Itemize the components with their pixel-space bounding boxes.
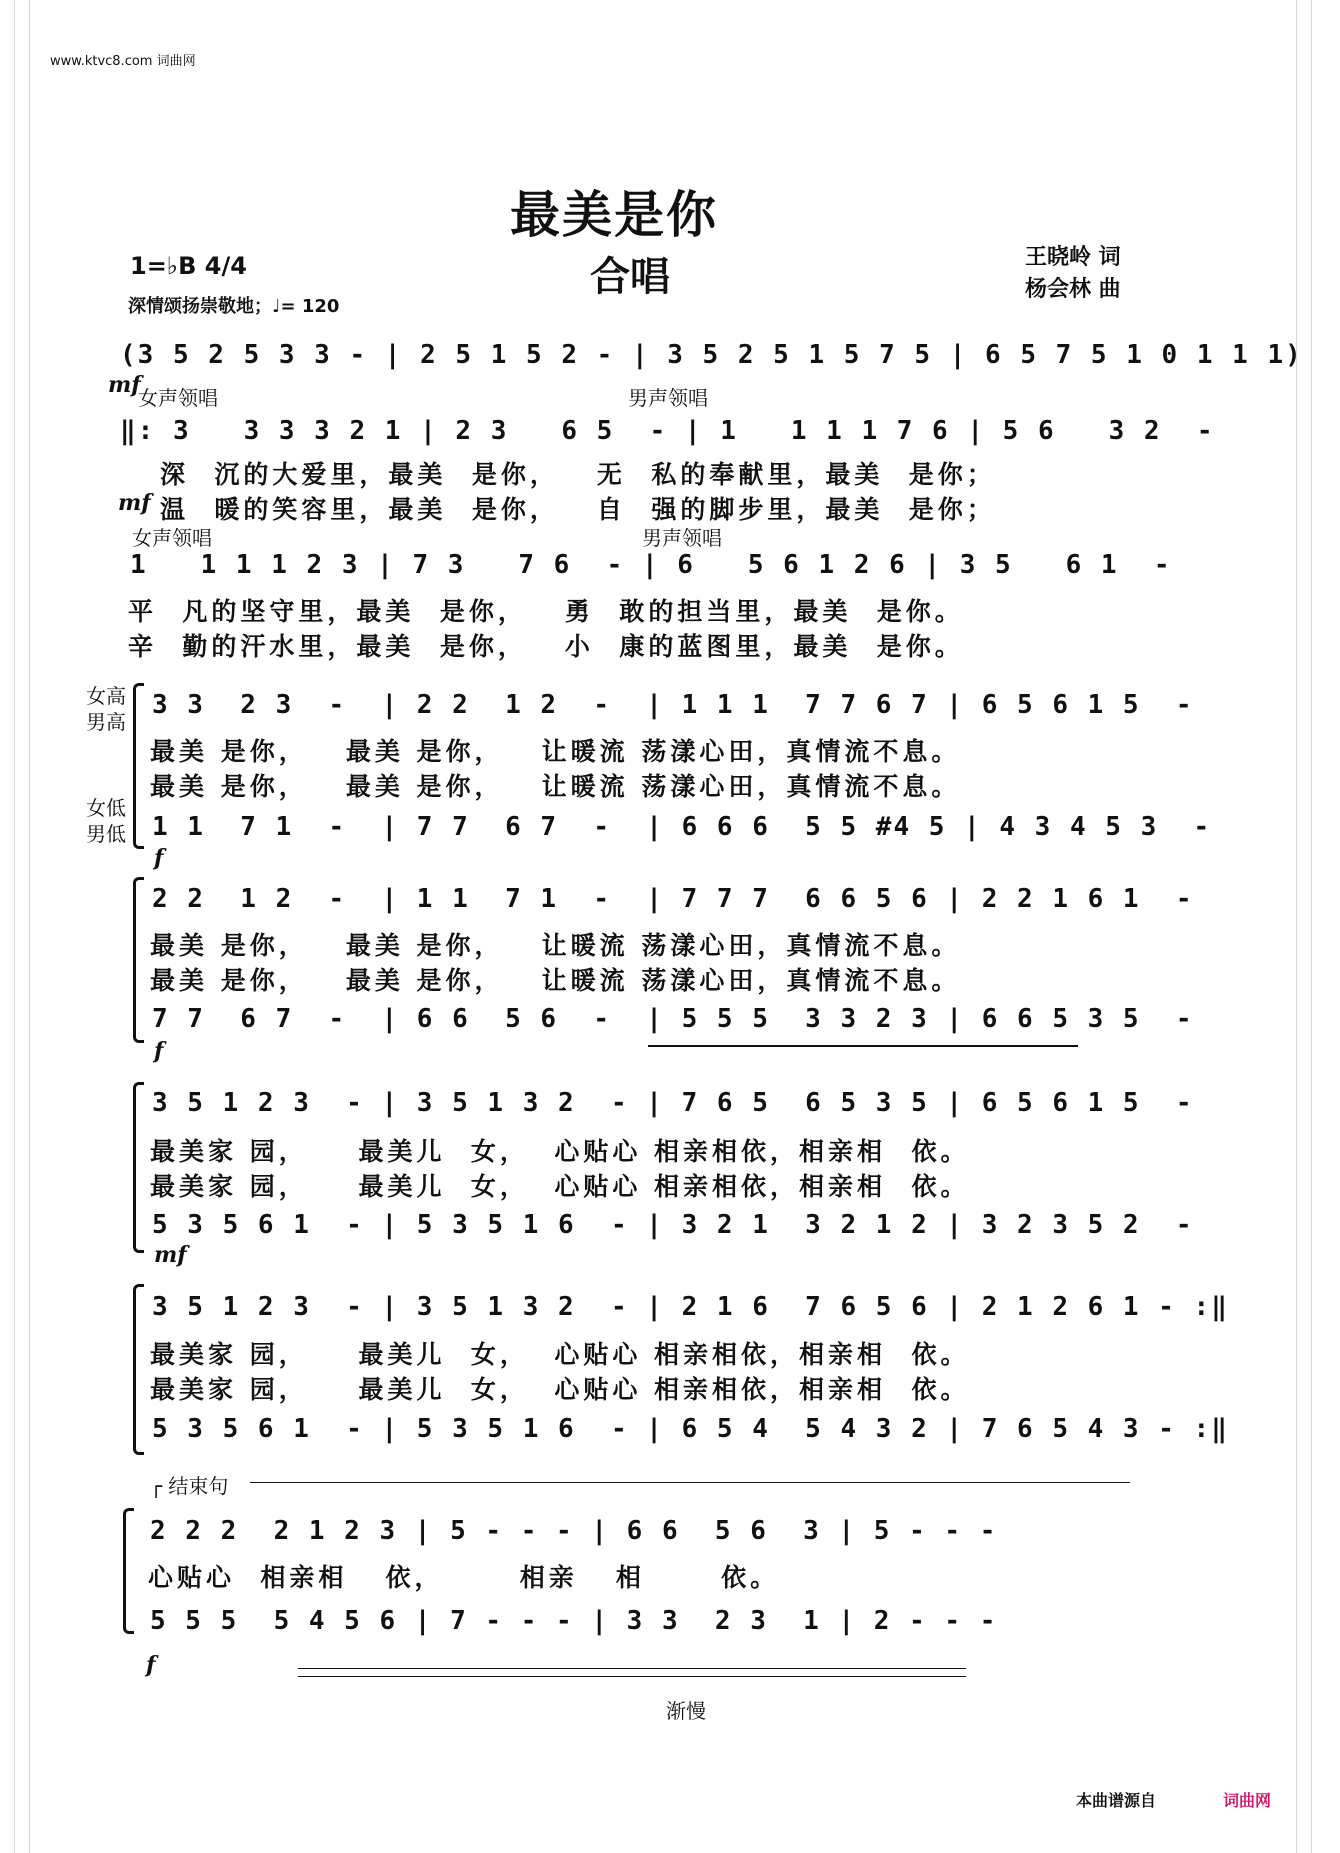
footer-brand[interactable]: 词曲网 [1223,1791,1272,1810]
female-low-label: 女低 [86,796,126,820]
chorus1-lyric-a: 最美 是你， 最美 是你， 让暖流 荡漾心田，真情流不息。 [150,737,961,766]
site-header: www.ktvc8.com 词曲网 [50,54,196,69]
chorus2-high-notes: 2 2 1 2 - | 1 1 7 1 - | 7 7 7 6 6 5 6 | 2 2 1 6 1 - [152,884,1194,914]
solo-lyric-2b: 辛 勤的汗水里，最美 是你， 小 康的蓝图里，最美 是你。 [128,632,964,661]
right-watermark-strip [1296,0,1312,1853]
rit-line [298,1676,966,1677]
song-title: 最美是你 [510,186,718,244]
female-high-label: 女高 [86,684,126,708]
solo-notes-1: ‖: 3 3 3 3 2 1 | 2 3 6 5 - | 1 1 1 1 7 6 | 5 6 3 2 - [120,416,1215,446]
chorus2-low-notes: 7 7 6 7 - | 6 6 5 6 - | 5 5 5 3 3 2 3 | 6 6 5 3 5 - [152,1004,1194,1034]
footer-source: 本曲谱源自 [1076,1791,1157,1810]
female-lead-label: 女声领唱 [138,386,218,410]
intro-notes: (3 5 2 5 3 3 - | 2 5 1 5 2 - | 3 5 2 5 1 5 7 5 | 6 5 7 5 1 0 1 1 1) [120,340,1303,370]
chorus4-lyric-b: 最美家 园， 最美儿 女， 心贴心 相亲相依，相亲相 依。 [150,1375,970,1404]
dynamic-mark: mf [118,490,151,516]
ending-bracket-line [250,1482,1130,1483]
chorus1-high-notes: 3 3 2 3 - | 2 2 1 2 - | 1 1 1 7 7 6 7 | 6 5 6 1 5 - [152,690,1194,720]
tempo-marking: 深情颂扬崇敬地；♩= 120 [128,296,340,317]
chorus2-lyric-a: 最美 是你， 最美 是你， 让暖流 荡漾心田，真情流不息。 [150,931,961,960]
chorus1-low-notes: 1 1 7 1 - | 7 7 6 7 - | 6 6 6 5 5 #4 5 | 4 3 4 5 3 - [152,812,1212,842]
key-signature: 1=♭B 4/4 [130,252,247,280]
chorus4-high-notes: 3 5 1 2 3 - | 3 5 1 3 2 - | 2 1 6 7 6 5 6 | 2 1 2 6 1 - :‖ [152,1292,1229,1322]
lyricist: 王晓岭 词 [1025,245,1121,270]
chorus4-low-notes: 5 3 5 6 1 - | 5 3 5 1 6 - | 6 5 4 5 4 3 2 | 7 6 5 4 3 - :‖ [152,1414,1229,1444]
chorus3-high-notes: 3 5 1 2 3 - | 3 5 1 3 2 - | 7 6 5 6 5 3 5 | 6 5 6 1 5 - [152,1088,1194,1118]
dynamic-mark: mf [154,1242,187,1268]
dynamic-mark: f [154,845,164,871]
male-low-label: 男低 [86,822,126,846]
chorus2-lyric-b: 最美 是你， 最美 是你， 让暖流 荡漾心田，真情流不息。 [150,966,961,995]
female-lead-label-2: 女声领唱 [132,526,212,550]
male-lead-label: 男声领唱 [628,386,708,410]
song-subtitle: 合唱 [590,254,670,300]
male-high-label: 男高 [86,710,126,734]
system-brace [133,1284,144,1455]
dynamic-mark: f [154,1038,164,1064]
chorus3-low-notes: 5 3 5 6 1 - | 5 3 5 1 6 - | 3 2 1 3 2 1 2 | 3 2 3 5 2 - [152,1210,1194,1240]
solo-lyric-1a: 深 沉的大爱里，最美 是你， 无 私的奉献里，最美 是你； [160,460,996,489]
ending-label: ┌ 结束句 [150,1474,229,1498]
solo-lyric-1b: 温 暖的笑容里，最美 是你， 自 强的脚步里，最美 是你； [160,495,996,524]
chorus4-lyric-a: 最美家 园， 最美儿 女， 心贴心 相亲相依，相亲相 依。 [150,1340,970,1369]
dynamic-mark: mf [108,372,141,398]
solo-lyric-2a: 平 凡的坚守里，最美 是你， 勇 敢的担当里，最美 是你。 [128,597,964,626]
crescendo-line [648,1045,1078,1047]
composer: 杨会林 曲 [1025,277,1121,302]
system-brace [133,1082,144,1253]
left-watermark-strip [14,0,30,1853]
chorus3-lyric-a: 最美家 园， 最美儿 女， 心贴心 相亲相依，相亲相 依。 [150,1137,970,1166]
rit-line [298,1668,966,1669]
system-brace [123,1508,134,1634]
male-lead-label-2: 男声领唱 [642,526,722,550]
ending-low-notes: 5 5 5 5 4 5 6 | 7 - - - | 3 3 2 3 1 | 2 - - - [150,1606,998,1636]
ending-high-notes: 2 2 2 2 1 2 3 | 5 - - - | 6 6 5 6 3 | 5 - - - [150,1516,998,1546]
chorus1-lyric-b: 最美 是你， 最美 是你， 让暖流 荡漾心田，真情流不息。 [150,772,961,801]
dynamic-mark: f [146,1652,156,1678]
system-brace [133,683,144,849]
ritardando-label: 渐慢 [666,1699,706,1723]
ending-lyric: 心贴心 相亲相 依， 相亲 相 依。 [148,1563,780,1592]
solo-notes-2: 1 1 1 1 2 3 | 7 3 7 6 - | 6 5 6 1 2 6 | 3 5 6 1 - [130,550,1172,580]
chorus3-lyric-b: 最美家 园， 最美儿 女， 心贴心 相亲相依，相亲相 依。 [150,1172,970,1201]
system-brace [133,877,144,1043]
